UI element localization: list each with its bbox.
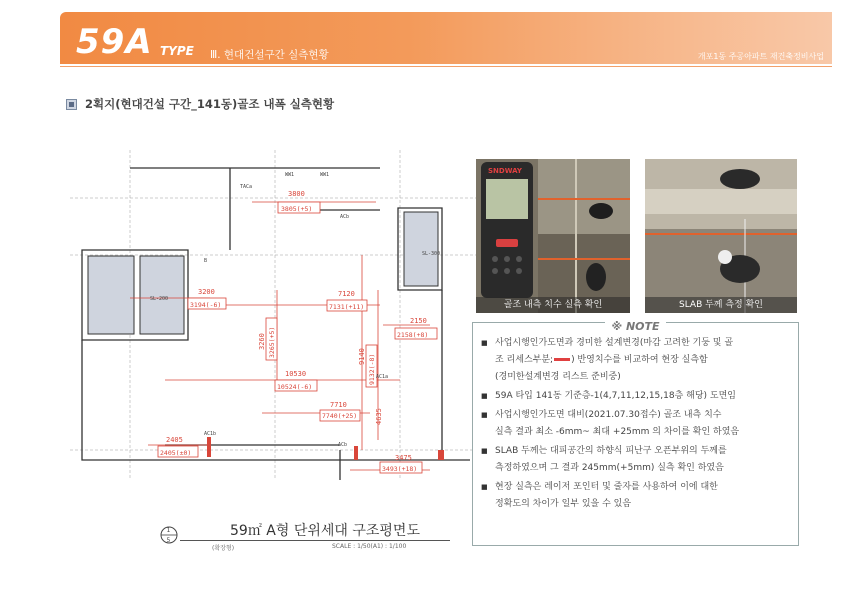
note-item: ■ 59A 타입 141동 기준층-1(4,7,11,12,15,18층 해당) 도면임: [479, 388, 792, 405]
plan-title-underline: [180, 540, 450, 541]
photo-left-caption: 골조 내측 치수 실측 확인: [476, 297, 630, 313]
label-ww1-b: WW1: [320, 172, 330, 178]
label-sl300: SL-300: [422, 251, 441, 257]
dim-2405: 2405: [166, 436, 183, 444]
label-ac1a: AC1a: [376, 374, 389, 380]
svg-text:1: 1: [166, 527, 171, 534]
label-ww1: WW1: [285, 172, 295, 178]
dim-3260: 3260: [258, 333, 266, 350]
floor-plan-drawing: [70, 150, 480, 480]
svg-text:5: 5: [166, 537, 171, 544]
note-box: [472, 322, 799, 546]
note-item: ■ 현장 실측은 레이저 포인터 및 줄자를 사용하여 이에 대한 정확도의 차이가 일부 있을 수 있음: [479, 479, 792, 513]
header-divider: [60, 66, 832, 67]
note-item: ■ 사업시행인가도면 대비(2021.07.30접수) 골조 내측 치수 실측 결과 최소 -6mm~ 최대 +25mm 의 차이를 확인 하였음: [479, 407, 792, 441]
section-title-text: 2획지(현대건설 구간_141동)골조 내폭 실측현황: [85, 97, 335, 111]
dim-2150: 2150: [410, 317, 427, 325]
type-code: 59A: [76, 22, 153, 62]
plan-scale: SCALE : 1/50(A1) : 1/100: [332, 543, 407, 550]
photo-slab-thickness: [645, 159, 797, 313]
photo-right-caption: SLAB 두께 측정 확인: [645, 297, 797, 313]
section-heading: Ⅲ. 현대건설구간 실측현황: [210, 49, 329, 61]
note-item: ■ SLAB 두께는 대피공간의 하향식 피난구 오픈부위의 두께를 측정하였으며 그 결과 245mm(+5mm) 실측 확인 하였음: [479, 443, 792, 477]
label-ac1b: AC1b: [204, 431, 217, 437]
label-acb: ACb: [340, 214, 350, 220]
dim-10530: 10530: [285, 370, 307, 378]
label-taca: TACa: [240, 184, 253, 190]
type-word: TYPE: [160, 44, 194, 58]
dim-4635: 4635: [375, 408, 383, 425]
plan-title-block: [160, 518, 460, 558]
svg-text:SNDWAY: SNDWAY: [488, 167, 522, 175]
project-name: 개포1동 주공아파트 재건축정비사업: [697, 52, 824, 61]
dim-9140: 9140: [358, 348, 366, 365]
floor-plan: [70, 150, 480, 480]
dim-7710-measured: 7740(+25): [322, 412, 358, 420]
dim-7710: 7710: [330, 401, 347, 409]
photo-laser-measure: [476, 159, 630, 313]
dim-3260-measured: 3265(+5): [268, 326, 276, 358]
dim-7120-measured: 7131(+11): [329, 303, 365, 311]
plan-title: 59㎡ A형 단위세대 구조평면도: [230, 523, 420, 539]
red-marker-legend: [554, 358, 570, 361]
dim-3800-measured: 3805(+5): [281, 205, 313, 213]
dim-3475-measured: 3493(+18): [382, 465, 418, 473]
note-list: [479, 335, 792, 515]
dim-3475: 3475: [395, 454, 412, 462]
dim-3800: 3800: [288, 190, 305, 198]
section-symbol-icon: [160, 520, 178, 550]
section-title: [66, 96, 334, 112]
dim-10530-measured: 10524(-6): [277, 383, 313, 391]
note-item: ■ 사업시행인가도면과 경미한 설계변경(마감 고려한 기둥 및 골 조 리세스부분; ) 반영치수를 비교하여 현장 실측함 (경미한설계변경 리스트 준비중): [479, 335, 792, 386]
photo-laser-measure-image: [476, 159, 630, 313]
label-b: B: [204, 258, 208, 264]
dim-2150-measured: 2158(+8): [397, 331, 429, 339]
label-acb-2: ACb: [338, 442, 348, 448]
photo-slab-image: [645, 159, 797, 313]
plan-note: (확장형): [212, 545, 235, 552]
square-bullet-icon: [66, 99, 77, 110]
dim-7120: 7120: [338, 290, 355, 298]
label-sl200: SL-200: [150, 296, 169, 302]
dim-3200: 3200: [198, 288, 215, 296]
dim-9140-measured: 9132(-8): [368, 353, 376, 385]
dim-2405-measured: 2405(±0): [160, 449, 192, 457]
dim-3200-measured: 3194(-6): [190, 301, 222, 309]
note-heading: ※ NOTE: [473, 315, 798, 334]
